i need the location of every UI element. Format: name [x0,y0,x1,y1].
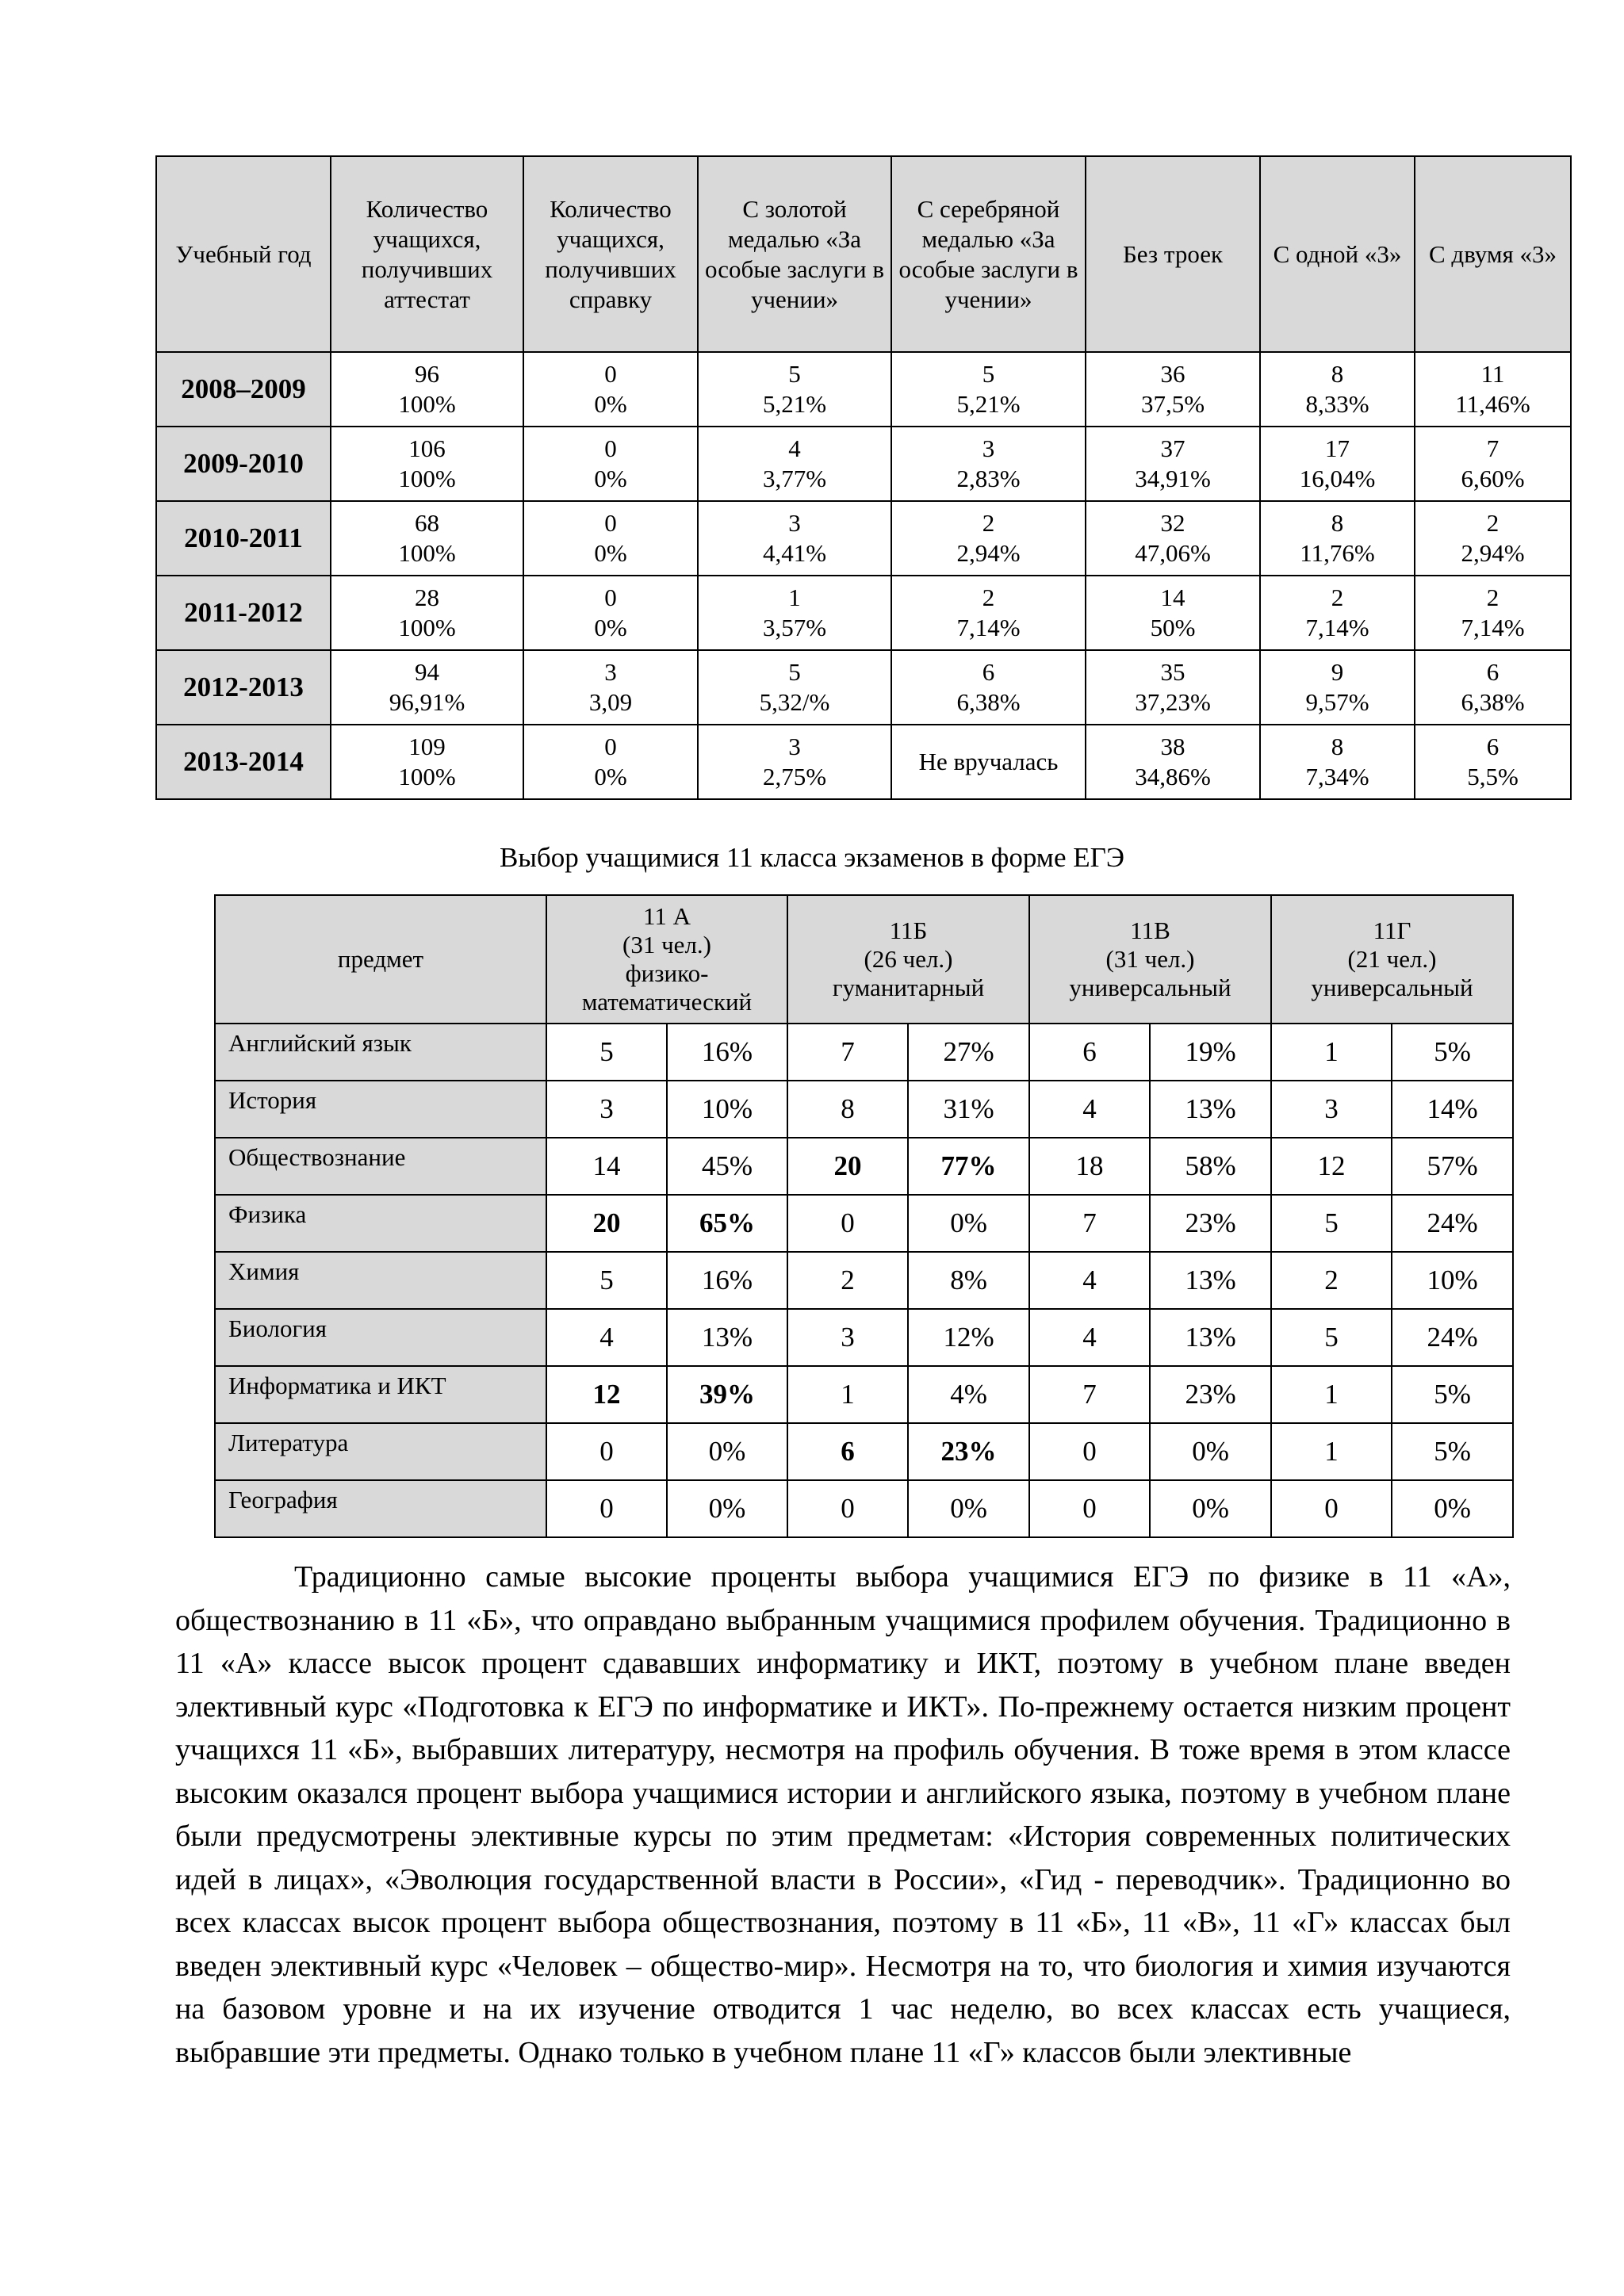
cell-line: 6,38% [1461,688,1525,716]
data-cell [1260,725,1415,799]
class-header [1271,895,1513,1024]
data-cell [1086,650,1260,725]
table-row [215,1480,1513,1537]
cell-line: 7 [1486,434,1500,462]
subject-cell: Обществознание [215,1138,546,1195]
data-cell [523,725,698,799]
cell-line: 5,21% [956,390,1021,418]
class-header [546,895,787,1024]
data-cell: 7 [1029,1366,1150,1423]
data-cell [1260,501,1415,576]
subject-cell: Физика [215,1195,546,1252]
data-cell [1086,576,1260,650]
class-header-line: (21 чел.) [1347,945,1437,973]
cell-line: 5,21% [762,390,827,418]
data-cell: 4 [546,1309,667,1366]
data-cell: 20 [546,1195,667,1252]
cell-line: 11 [1480,360,1505,388]
class-header-line: гуманитарный [832,974,985,1001]
cell-line: 17 [1325,434,1350,462]
subject-cell: Информатика и ИКТ [215,1366,546,1423]
cell-line: 100% [398,763,456,790]
data-cell: 31% [908,1081,1029,1138]
class-header-line: (31 чел.) [622,931,711,959]
data-cell [523,576,698,650]
data-cell: 2 [1271,1252,1392,1309]
year-cell: 2010-2011 [156,501,331,576]
data-cell: 24% [1392,1195,1513,1252]
cell-line: 9 [1331,658,1344,686]
subject-cell: Химия [215,1252,546,1309]
data-cell: 5 [546,1252,667,1309]
data-cell: 14% [1392,1081,1513,1138]
data-cell: 19% [1150,1024,1271,1081]
data-cell: 27% [908,1024,1029,1081]
data-cell: 8 [787,1081,908,1138]
data-cell: 4 [1029,1081,1150,1138]
data-cell: 5% [1392,1423,1513,1480]
cell-line: 100% [398,614,456,641]
data-cell: 2 [787,1252,908,1309]
table-row [215,1081,1513,1138]
data-cell: 4 [1029,1309,1150,1366]
data-cell: 23% [908,1423,1029,1480]
data-cell [1086,352,1260,427]
data-cell [1415,501,1571,576]
cell-line: 4 [788,434,801,462]
data-cell [698,576,891,650]
data-cell: 3 [1271,1081,1392,1138]
cell-line: 2 [1331,584,1344,611]
data-cell [331,352,523,427]
data-cell [891,501,1086,576]
data-cell [1260,427,1415,501]
cell-line: 7,14% [1305,614,1369,641]
class-header-line: (31 чел.) [1105,945,1195,973]
data-cell: 3 [787,1309,908,1366]
cell-line: 0% [594,390,627,418]
data-cell: 6 [1029,1024,1150,1081]
cell-line: 6,60% [1461,465,1525,492]
table-row [156,501,1571,576]
cell-line: 34,86% [1135,763,1211,790]
cell-line: 3 [982,434,995,462]
data-cell [698,725,891,799]
class-header-line: физико- [625,959,709,987]
data-cell [891,725,1086,799]
header-cell: С двумя «3» [1415,156,1571,352]
cell-line: 109 [408,733,446,760]
table-row [215,1309,1513,1366]
class-header-line: 11 А [643,902,691,930]
cell-line: 3 [788,733,801,760]
class-header-line: 11Б [889,916,928,944]
data-cell: 13% [1150,1252,1271,1309]
cell-line: 106 [408,434,446,462]
data-cell: 0% [1150,1423,1271,1480]
data-cell: 18 [1029,1138,1150,1195]
data-cell: 5% [1392,1366,1513,1423]
cell-line: 5 [788,658,801,686]
table-row [156,725,1571,799]
subject-header: предмет [215,895,546,1024]
table-row [215,1366,1513,1423]
data-cell [891,576,1086,650]
cell-line: 2 [1486,584,1500,611]
cell-line: 2 [982,584,995,611]
cell-line: 6 [1486,733,1500,760]
data-cell [1415,725,1571,799]
data-cell [331,576,523,650]
cell-line: 16,04% [1299,465,1376,492]
table-caption: Выбор учащимися 11 класса экзаменов в форме ЕГЭ [500,842,1124,873]
cell-line: 5,5% [1467,763,1519,790]
cell-line: 50% [1150,614,1196,641]
data-cell: 13% [667,1309,787,1366]
cell-line: 8 [1331,509,1344,537]
class-header [1029,895,1271,1024]
graduates-table [155,155,1572,800]
data-cell: 10% [667,1081,787,1138]
data-cell [1260,650,1415,725]
header-cell: Количество учащихся, получивших справку [523,156,698,352]
data-cell: 8% [908,1252,1029,1309]
cell-line: 0% [594,539,627,567]
cell-line: 37,5% [1140,390,1205,418]
cell-line: 3,77% [762,465,827,492]
data-cell [523,427,698,501]
table-row [215,1024,1513,1081]
data-cell: 77% [908,1138,1029,1195]
data-cell: 57% [1392,1138,1513,1195]
data-cell [1260,352,1415,427]
cell-line: 7,14% [1461,614,1525,641]
cell-line: 0 [604,434,617,462]
data-cell [331,650,523,725]
data-cell [891,650,1086,725]
table-row [156,576,1571,650]
data-cell [1415,576,1571,650]
data-cell: 39% [667,1366,787,1423]
cell-line: 35 [1160,658,1185,686]
cell-line: 37,23% [1135,688,1211,716]
data-cell: 14 [546,1138,667,1195]
data-cell: 0% [1392,1480,1513,1537]
cell-line: 7,14% [956,614,1021,641]
subject-cell: География [215,1480,546,1537]
cell-line: 0 [604,584,617,611]
data-cell [698,650,891,725]
data-cell: 58% [1150,1138,1271,1195]
header-cell: Без троек [1086,156,1260,352]
data-cell: 4 [1029,1252,1150,1309]
table-row [215,1252,1513,1309]
cell-line: 3,57% [762,614,827,641]
data-cell [1415,427,1571,501]
cell-line: 9,57% [1305,688,1369,716]
data-cell: 45% [667,1138,787,1195]
data-cell [1086,427,1260,501]
cell-line: 2,94% [956,539,1021,567]
data-cell [523,501,698,576]
data-cell: 7 [1029,1195,1150,1252]
data-cell: 0 [1029,1480,1150,1537]
data-cell: 1 [787,1366,908,1423]
cell-line: 100% [398,539,456,567]
cell-line: 2 [1486,509,1500,537]
cell-line: 3 [604,658,617,686]
cell-line: 6 [982,658,995,686]
data-cell: 0 [1271,1480,1392,1537]
data-cell: 7 [787,1024,908,1081]
cell-line: 100% [398,465,456,492]
data-cell: 4% [908,1366,1029,1423]
data-cell: 24% [1392,1309,1513,1366]
data-cell [698,501,891,576]
data-cell [1260,576,1415,650]
data-cell [891,352,1086,427]
cell-line: 8 [1331,733,1344,760]
year-cell: 2013-2014 [156,725,331,799]
cell-line: 0% [594,763,627,790]
data-cell: 0 [787,1480,908,1537]
data-cell: 0% [908,1195,1029,1252]
year-cell: 2011-2012 [156,576,331,650]
class-header-line: универсальный [1311,974,1473,1001]
data-cell: 13% [1150,1081,1271,1138]
data-cell: 3 [546,1081,667,1138]
data-cell: 1 [1271,1366,1392,1423]
data-cell: 23% [1150,1366,1271,1423]
data-cell [698,352,891,427]
cell-line: 0 [604,360,617,388]
cell-line: 2,75% [762,763,827,790]
class-header [787,895,1029,1024]
table-row [215,1195,1513,1252]
class-header-line: 11Г [1373,916,1411,944]
cell-line: 11,76% [1300,539,1375,567]
data-cell [331,725,523,799]
data-cell: 16% [667,1024,787,1081]
year-cell: 2012-2013 [156,650,331,725]
cell-line: 3,09 [588,688,633,716]
cell-line: 4,41% [762,539,827,567]
data-cell: 12% [908,1309,1029,1366]
subject-cell: История [215,1081,546,1138]
cell-line: Не вручалась [918,748,1059,775]
cell-line: 47,06% [1135,539,1211,567]
data-cell [523,650,698,725]
table-row [156,650,1571,725]
data-cell: 23% [1150,1195,1271,1252]
data-cell: 0 [787,1195,908,1252]
cell-line: 1 [788,584,801,611]
table-row [215,1423,1513,1480]
data-cell [331,427,523,501]
subject-cell: Английский язык [215,1024,546,1081]
header-cell: С одной «3» [1260,156,1415,352]
data-cell: 0% [908,1480,1029,1537]
body-paragraph: Традиционно самые высокие проценты выбора учащимися ЕГЭ по физике в 11 «А», обществознанию в 11 «Б», что оправдано выбранным учащимися профилем обучения. Традиционно в 11 «А» классе высок процент сдававших информатику и ИКТ, поэтому в учебном плане введен элективный курс «Подготовка к ЕГЭ по информатике и ИКТ». По-прежнему остается низким процент учащихся 11 «Б», выбравших литературу, несмотря на профиль обучения. В тоже время в этом классе высоким оказался процент выбора учащимися истории и английского языка, поэтому в учебном плане были предусмотрены элективные курсы по этим предметам: «История современных политических идей в лицах», «Эволюция государственной власти в России», «Гид - переводчик». Традиционно во всех классах высок процент выбора обществознания, поэтому в 11 «Б», 11 «В», 11 «Г» классах был введен элективный курс «Человек – общество-мир». Несмотря на то, что биология и химия изучаются на базовом уровне и на их изучение отводится 1 час неделю, во всех классах есть учащиеся, выбравшие эти предметы. Однако только в учебном плане 11 «Г» классов были элективные [175,1560,1511,2069]
class-header-line: (26 чел.) [864,945,953,973]
data-cell: 0 [1029,1423,1150,1480]
data-cell: 5 [546,1024,667,1081]
data-cell [1086,501,1260,576]
data-cell: 20 [787,1138,908,1195]
cell-line: 34,91% [1135,465,1211,492]
data-cell [331,501,523,576]
table-row [215,1138,1513,1195]
data-cell: 12 [1271,1138,1392,1195]
data-cell: 5 [1271,1309,1392,1366]
data-cell: 0 [546,1423,667,1480]
table-row [156,427,1571,501]
class-header-line: 11В [1130,916,1170,944]
cell-line: 7,34% [1305,763,1369,790]
cell-line: 0 [604,733,617,760]
cell-line: 5,32/% [759,688,830,716]
cell-line: 2 [982,509,995,537]
year-cell: 2009-2010 [156,427,331,501]
cell-line: 5 [982,360,995,388]
data-cell [1086,725,1260,799]
cell-line: 0% [594,614,627,641]
cell-line: 94 [415,658,439,686]
data-cell [523,352,698,427]
data-cell [891,427,1086,501]
cell-line: 5 [788,360,801,388]
class-header-line: математический [581,988,753,1016]
data-cell: 5% [1392,1024,1513,1081]
cell-line: 37 [1160,434,1185,462]
cell-line: 6 [1486,658,1500,686]
cell-line: 68 [415,509,439,537]
data-cell: 13% [1150,1309,1271,1366]
data-cell: 65% [667,1195,787,1252]
data-cell: 0% [667,1480,787,1537]
data-cell [698,427,891,501]
cell-line: 8 [1331,360,1344,388]
data-cell: 0 [546,1480,667,1537]
exam-choice-table [214,894,1514,1538]
data-cell: 0% [1150,1480,1271,1537]
data-cell: 6 [787,1423,908,1480]
cell-line: 2,83% [956,465,1021,492]
cell-line: 96 [415,360,439,388]
data-cell [1415,352,1571,427]
cell-line: 36 [1160,360,1185,388]
data-cell: 5 [1271,1195,1392,1252]
subject-cell: Литература [215,1423,546,1480]
table-row [156,352,1571,427]
header-cell: Количество учащихся, получивших аттестат [331,156,523,352]
cell-line: 32 [1160,509,1185,537]
cell-line: 14 [1160,584,1185,611]
data-cell: 1 [1271,1024,1392,1081]
cell-line: 0 [604,509,617,537]
cell-line: 2,94% [1461,539,1525,567]
data-cell: 1 [1271,1423,1392,1480]
header-cell: С серебряной медалью «За особые заслуги в учении» [891,156,1086,352]
header-cell: Учебный год [156,156,331,352]
cell-line: 6,38% [956,688,1021,716]
header-cell: С золотой медалью «За особые заслуги в учении» [698,156,891,352]
cell-line: 3 [788,509,801,537]
data-cell [1415,650,1571,725]
data-cell: 16% [667,1252,787,1309]
data-cell: 0% [667,1423,787,1480]
cell-line: 11,46% [1455,390,1530,418]
data-cell: 12 [546,1366,667,1423]
cell-line: 96,91% [389,688,465,716]
cell-line: 0% [594,465,627,492]
class-header-line: универсальный [1069,974,1231,1001]
data-cell: 10% [1392,1252,1513,1309]
cell-line: 38 [1160,733,1185,760]
subject-cell: Биология [215,1309,546,1366]
year-cell: 2008–2009 [156,352,331,427]
cell-line: 28 [415,584,439,611]
cell-line: 100% [398,390,456,418]
cell-line: 8,33% [1305,390,1369,418]
